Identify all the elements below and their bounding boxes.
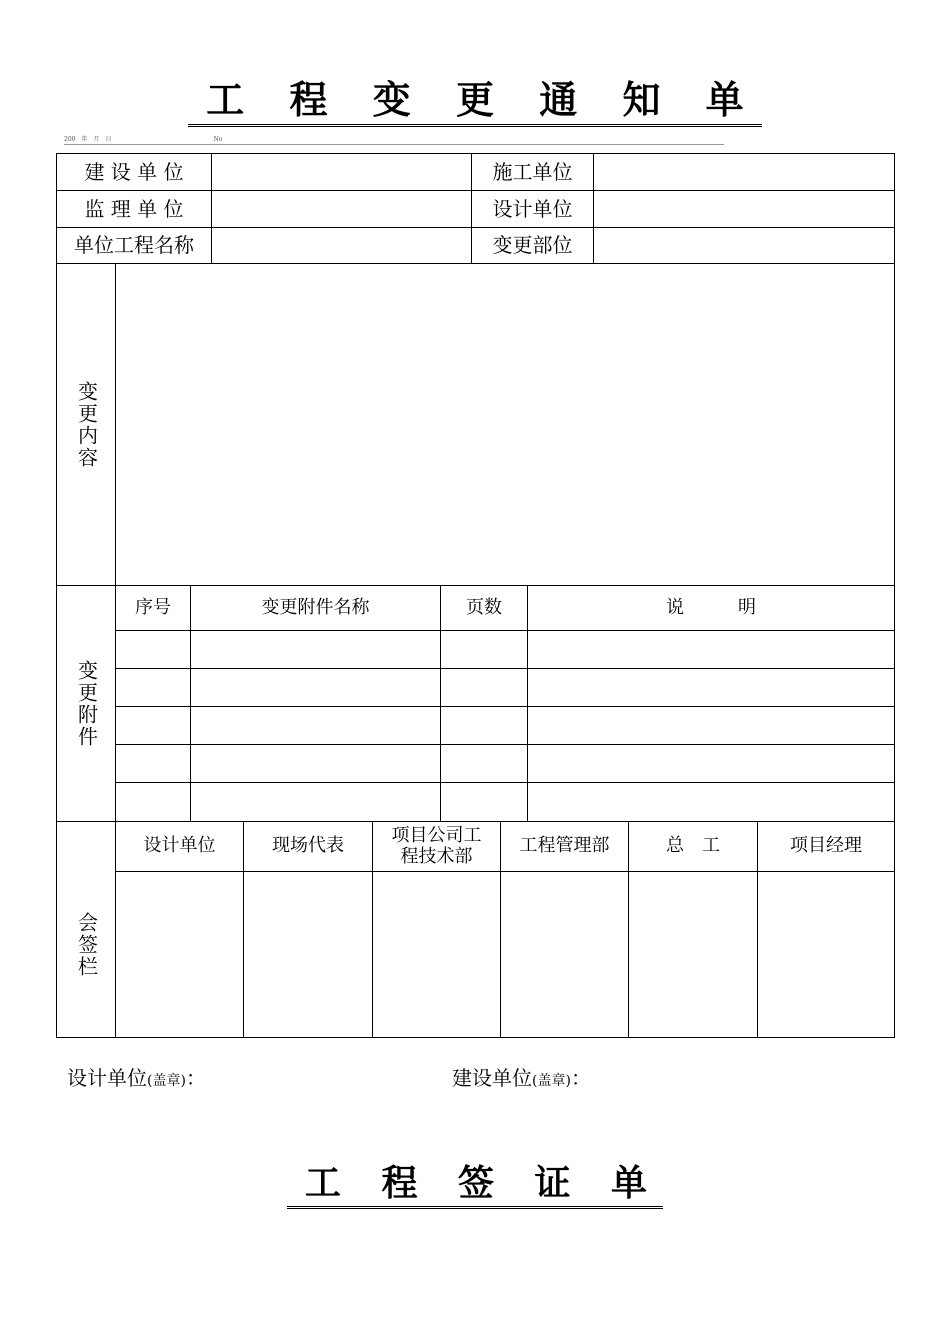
table-row[interactable]	[116, 707, 894, 744]
attachments-header-pages: 页数	[466, 596, 502, 618]
footer-build-seal: 建设单位(盖章)：	[452, 1066, 591, 1090]
document-title: 工 程 变 更 通 知 单	[0, 78, 950, 127]
sign-header-eng-mgmt: 工程管理部	[519, 835, 610, 857]
label-project-name: 单位工程名称	[74, 233, 194, 257]
value-change-location[interactable]	[594, 228, 894, 263]
second-document-title: 工 程 签 证 单	[0, 1163, 950, 1209]
value-shigong-unit[interactable]	[594, 154, 894, 190]
label-jianli-unit: 监 理 单 位	[84, 196, 184, 221]
signature-box-site-rep[interactable]	[244, 872, 372, 1037]
sign-header-chief-engineer: 总 工	[666, 835, 720, 857]
footer-design-seal: 设计单位(盖章)：	[67, 1066, 206, 1090]
signature-box-eng-mgmt[interactable]	[501, 872, 628, 1037]
section-label-change-content: 变更内容	[74, 380, 99, 469]
section-label-attachments: 变更附件	[74, 659, 99, 748]
value-jianli-unit[interactable]	[212, 191, 471, 227]
sign-header-design-unit: 设计单位	[143, 835, 216, 857]
sign-header-tech-dept: 项目公司工程技术部	[391, 824, 482, 867]
attachments-header-notes: 说 明	[666, 596, 756, 618]
sign-header-project-manager: 项目经理	[790, 835, 862, 857]
change-content-area[interactable]	[116, 264, 894, 585]
year-field: 200	[64, 136, 76, 143]
signature-box-design-unit[interactable]	[116, 872, 243, 1037]
label-sheji-unit: 设计单位	[492, 196, 573, 221]
table-row[interactable]	[116, 783, 894, 821]
attachments-header-seq: 序号	[135, 596, 171, 618]
section-label-countersign: 会签栏	[74, 911, 99, 978]
label-change-location: 变更部位	[492, 233, 573, 257]
table-row[interactable]	[116, 669, 894, 706]
table-border-right	[894, 153, 895, 1038]
sign-header-site-rep: 现场代表	[272, 835, 344, 857]
value-sheji-unit[interactable]	[594, 191, 894, 227]
table-border-bottom	[56, 1037, 895, 1038]
value-project-name[interactable]	[212, 228, 471, 263]
attachments-header-name: 变更附件名称	[261, 596, 370, 618]
value-jianshe-unit[interactable]	[212, 154, 471, 190]
number-field: No	[213, 136, 223, 143]
date-number-line: 200 年 月 日 No	[64, 136, 724, 145]
table-row[interactable]	[116, 745, 894, 782]
table-row[interactable]	[116, 631, 894, 668]
signature-box-chief-engineer[interactable]	[629, 872, 757, 1037]
label-shigong-unit: 施工单位	[492, 159, 573, 184]
signature-box-project-manager[interactable]	[758, 872, 894, 1037]
label-jianshe-unit: 建 设 单 位	[84, 159, 184, 184]
signature-box-tech-dept[interactable]	[373, 872, 500, 1037]
